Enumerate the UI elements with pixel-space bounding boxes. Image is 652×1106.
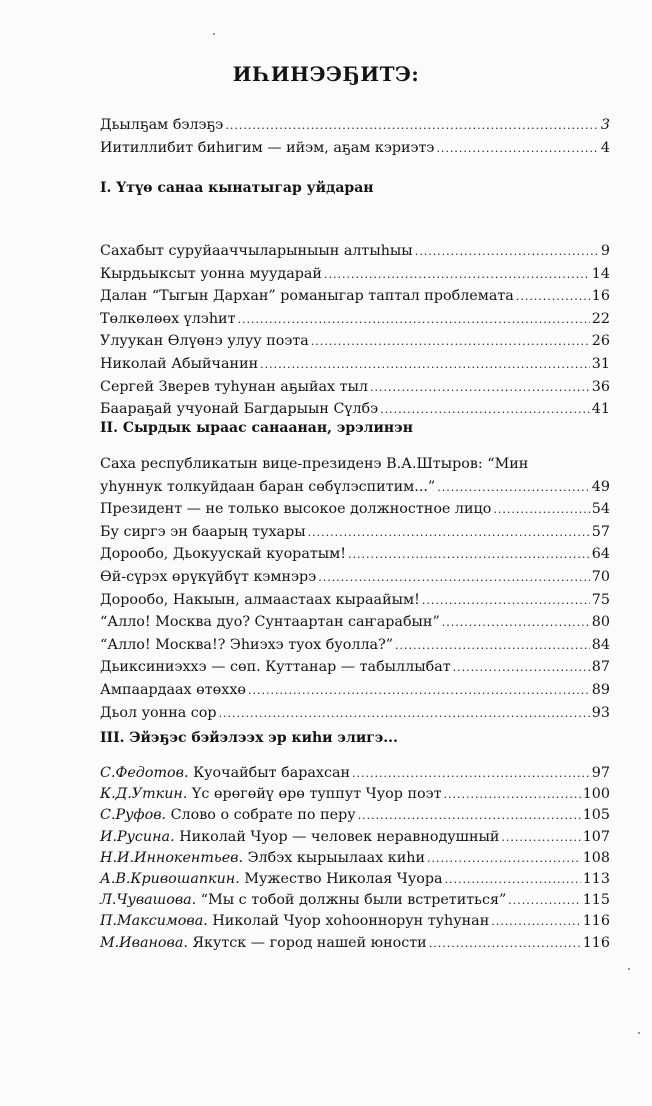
leader-dots <box>308 522 590 545</box>
toc-entry-author: Л.Чувашова. <box>100 892 197 909</box>
toc-entry[interactable] <box>100 566 610 589</box>
toc-entry[interactable] <box>100 869 610 890</box>
toc-entry-page: 36 <box>591 378 610 395</box>
toc-entry-title-line1: Саха республикатын вице-президенэ В.А.Штыров: “Мин <box>100 456 529 472</box>
toc-entry[interactable] <box>100 498 610 521</box>
toc-entry-title: Дьол уонна сор <box>100 704 217 721</box>
toc-entry-page: 116 <box>582 913 610 930</box>
toc-entry-title: Дорообо, Дьокуускай куоратым! <box>100 546 346 563</box>
toc-entry-author: Н.И.Иннокентьев. <box>100 849 244 866</box>
toc-entry[interactable] <box>100 679 610 702</box>
toc-entry-page: 3 <box>600 117 610 133</box>
toc-entry-title: Николай Абыйчанин <box>100 355 259 372</box>
section-heading-1: I. Үтүө санаа кынатыгар уйдаран <box>100 180 374 196</box>
leader-dots <box>445 869 581 890</box>
toc-entry[interactable] <box>100 911 610 932</box>
toc-entry-title: Кырдьыксыт уонна муударай <box>100 265 322 282</box>
toc-entry[interactable] <box>100 933 610 954</box>
toc-entry[interactable] <box>100 827 610 848</box>
toc-entry-page: 108 <box>582 849 610 866</box>
toc-entry[interactable] <box>100 353 610 376</box>
toc-entry[interactable] <box>100 308 610 331</box>
toc-entry-author: П.Максимова. <box>100 913 208 930</box>
toc-entry-page: 89 <box>591 681 610 698</box>
leader-dots <box>348 544 590 567</box>
toc-entry-page: 22 <box>591 310 610 327</box>
leader-dots <box>415 241 599 264</box>
toc-entry-page: 80 <box>591 614 610 631</box>
scan-speck <box>230 519 231 520</box>
toc-entry[interactable] <box>100 763 610 784</box>
leader-dots <box>453 657 590 680</box>
toc-entry[interactable] <box>100 376 610 399</box>
toc-entry-title: Иитиллибит биһигим — ийэм, аҕам кэриэтэ <box>100 139 435 156</box>
toc-entry-page: 84 <box>591 636 610 653</box>
section-heading-2: II. Сырдык ыраас санаанан, эрэлинэн <box>100 420 413 436</box>
leader-dots <box>238 309 590 332</box>
leader-dots <box>442 612 590 635</box>
toc-entry-page: 57 <box>591 523 610 540</box>
leader-dots <box>501 827 580 848</box>
leader-dots <box>516 286 590 309</box>
leader-dots <box>352 763 590 784</box>
toc-entry[interactable] <box>100 240 610 263</box>
toc-entry-page: 49 <box>591 478 610 495</box>
leader-dots <box>248 680 590 703</box>
leader-dots <box>493 499 589 522</box>
toc-entry[interactable] <box>100 137 610 160</box>
toc-entry-page: 31 <box>591 355 610 372</box>
toc-entry[interactable] <box>100 805 610 826</box>
toc-entry[interactable] <box>100 263 610 286</box>
toc-section-3 <box>100 763 610 954</box>
toc-entry-page: 107 <box>582 828 610 845</box>
toc-entry-title: Дорообо, Накыын, алмаастаах кыраайым! <box>100 591 420 608</box>
toc-entry[interactable] <box>100 521 610 544</box>
toc-entry[interactable] <box>100 543 610 566</box>
toc-entry-title: Бу сиргэ эн баарың тухары <box>100 523 306 540</box>
toc-entry-title: Дьылҕам бэлэҕэ <box>100 117 224 133</box>
toc-entry-page: 14 <box>591 265 610 282</box>
toc-entry-title: Ампаардаах өтөххө <box>100 681 246 698</box>
toc-entry-title: Куочайбыт барахсан <box>193 765 351 781</box>
toc-entry-author: М.Иванова. <box>100 934 188 951</box>
leader-dots <box>370 377 590 400</box>
leader-dots <box>380 399 590 422</box>
toc-entry-page: 41 <box>591 401 610 418</box>
toc-entry-page: 87 <box>591 659 610 676</box>
toc-entry-title: Улуукан Өлүөнэ улуу поэта <box>100 333 309 350</box>
toc-entry-page: 16 <box>591 288 610 305</box>
toc-entry-author: К.Д.Уткин. <box>100 786 188 803</box>
toc-entry[interactable] <box>100 848 610 869</box>
toc-entry[interactable] <box>100 476 610 499</box>
toc-entry-title: Төлкөлөөх үлэһит <box>100 310 236 327</box>
toc-entry-title: Сахабыт суруйааччыларыныын алтыһыы <box>100 243 413 259</box>
toc-entry-page: 100 <box>582 786 610 803</box>
leader-dots <box>318 567 590 590</box>
toc-entry-page: 113 <box>582 870 610 887</box>
toc-entry-title: Баараҕай учуонай Багдарыын Сүлбэ <box>100 401 379 418</box>
toc-entry-title: Далан “Тыгын Дархан” романыгар таптал проблемата <box>100 288 514 305</box>
toc-entry-page: 4 <box>600 139 610 156</box>
leader-dots <box>324 264 590 287</box>
toc-entry-title: уһуннук толкуйдаан баран сөбүлэспитим...” <box>100 478 436 495</box>
leader-dots <box>225 115 599 138</box>
toc-entry[interactable] <box>100 285 610 308</box>
leader-dots <box>422 590 590 613</box>
toc-entry[interactable] <box>100 890 610 911</box>
toc-entry-page: 70 <box>591 568 610 585</box>
leader-dots <box>358 805 581 826</box>
toc-entry-page: 9 <box>600 243 610 259</box>
toc-entry[interactable] <box>100 634 610 657</box>
leader-dots <box>444 784 581 805</box>
toc-entry-author: С.Федотов. <box>100 765 189 781</box>
toc-entry-title: Мужество Николая Чуора <box>244 870 443 887</box>
toc-entry-page: 115 <box>582 892 610 909</box>
leader-dots <box>436 138 598 161</box>
toc-entry-title: Николай Чуор хоһооннорун туһунан <box>212 913 490 930</box>
leader-dots <box>395 635 590 658</box>
leader-dots <box>311 331 590 354</box>
toc-entry[interactable] <box>100 656 610 679</box>
toc-entry[interactable] <box>100 114 610 137</box>
toc-entry-title: Өй-сүрэх өрүкүйбүт кэмнэрэ <box>100 568 317 585</box>
toc-entry-title: Слово о собрате по перу <box>170 807 356 824</box>
toc-entry[interactable] <box>100 611 610 634</box>
toc-entry-title: “Алло! Москва!? Эһиэхэ туох буолла?” <box>100 636 394 653</box>
leader-dots <box>427 848 581 869</box>
page-title: ИҺИНЭЭҔИТЭ: <box>232 62 420 86</box>
toc-entry-title: Үс өрөгөйү өрө туппут Чуор поэт <box>191 786 442 803</box>
toc-entry-page: 116 <box>582 934 610 951</box>
toc-entry-title: “Алло! Москва дуо? Сунтаартан саҥарабын” <box>100 614 440 631</box>
toc-entry[interactable] <box>100 702 610 725</box>
leader-dots <box>260 354 590 377</box>
toc-entry-author: И.Русина. <box>100 828 175 845</box>
toc-entry-author: С.Руфов. <box>100 807 167 824</box>
toc-entry-page: 26 <box>591 333 610 350</box>
toc-entry[interactable] <box>100 330 610 353</box>
toc-entry-page: 93 <box>591 704 610 721</box>
toc-entry[interactable] <box>100 589 610 612</box>
toc-entry-page: 54 <box>591 501 610 518</box>
toc-intro <box>100 114 610 159</box>
toc-entry-title: Элбэх кырыылаах киһи <box>247 849 425 866</box>
toc-entry-title: Якутск — город нашей юности <box>192 934 427 951</box>
toc-entry-page: 97 <box>591 765 610 781</box>
toc-entry-page: 64 <box>591 546 610 563</box>
toc-entry-title: Сергей Зверев туһунан аҕыйах тыл <box>100 378 368 395</box>
leader-dots <box>219 703 590 726</box>
toc-entry[interactable] <box>100 398 610 421</box>
leader-dots <box>491 911 580 932</box>
toc-entry[interactable] <box>100 784 610 805</box>
toc-entry-author: А.В.Кривошапкин. <box>100 870 240 887</box>
toc-entry-page: 105 <box>582 807 610 824</box>
leader-dots <box>437 477 590 500</box>
toc-entry-title: Президент — не только высокое должностное лицо <box>100 501 492 518</box>
toc-entry-title: Николай Чуор — человек неравнодушный <box>179 828 500 845</box>
section-heading-3: III. Эйэҕэс бэйэлээх эр киһи элигэ... <box>100 730 398 746</box>
toc-entry-page: 75 <box>591 591 610 608</box>
scan-speck <box>628 968 630 970</box>
scan-speck <box>638 1032 640 1034</box>
toc-section-2 <box>100 453 610 724</box>
leader-dots <box>508 890 580 911</box>
toc-section-1 <box>100 240 610 421</box>
toc-entry-title: Дьиксиниэххэ — сөп. Куттанар — табыллыбат <box>100 659 451 676</box>
scan-speck <box>213 33 215 35</box>
toc-entry-title: “Мы с тобой должны были встретиться” <box>200 892 507 909</box>
leader-dots <box>429 933 581 954</box>
